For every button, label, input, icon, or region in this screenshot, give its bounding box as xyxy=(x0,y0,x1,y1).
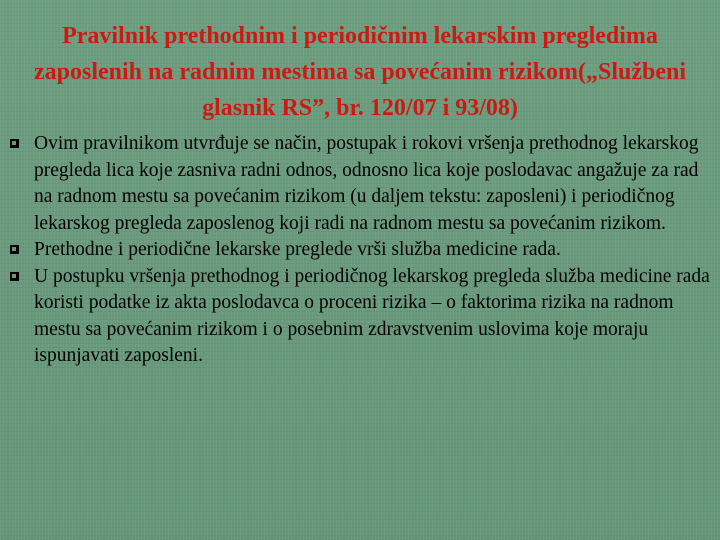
slide-title: Pravilnik prethodnim i periodičnim lekarskim pregledima zaposlenih na radnim mestima sa povećanim rizikom(„Službeni glasnik RS”, br. 120/07 i 93/08) xyxy=(33,23,687,121)
bullet-item xyxy=(10,131,710,237)
square-bullet-icon xyxy=(10,272,19,281)
bullet-text: U postupku vršenja prethodnog i periodičnog lekarskog pregleda služba medicine rada koristi podatke iz akta poslodavca o proceni rizika – o faktorima rizika na radnom mestu sa povećanim rizikom i o posebnim zdravstvenim uslovima koje moraju ispunjavati zaposleni. xyxy=(34,265,710,366)
square-bullet-icon xyxy=(10,139,19,148)
square-bullet-icon xyxy=(10,245,19,254)
bullet-item xyxy=(10,264,710,370)
bullet-text: Ovim pravilnikom utvrđuje se način, postupak i rokovi vršenja prethodnog lekarskog pregleda lica koje zasniva radni odnos, odnosno lica koje poslodavac angažuje za rad na radnom mestu sa povećanim rizikom (u daljem tekstu: zaposleni) i periodičnog lekarskog pregleda zaposlenog koji radi na radnom mestu sa povećanim rizikom. xyxy=(34,133,699,234)
bullet-text: Prethodne i periodične lekarske preglede vrši služba medicine rada. xyxy=(34,239,561,260)
bullet-list xyxy=(10,131,710,370)
bullet-item xyxy=(10,237,710,264)
